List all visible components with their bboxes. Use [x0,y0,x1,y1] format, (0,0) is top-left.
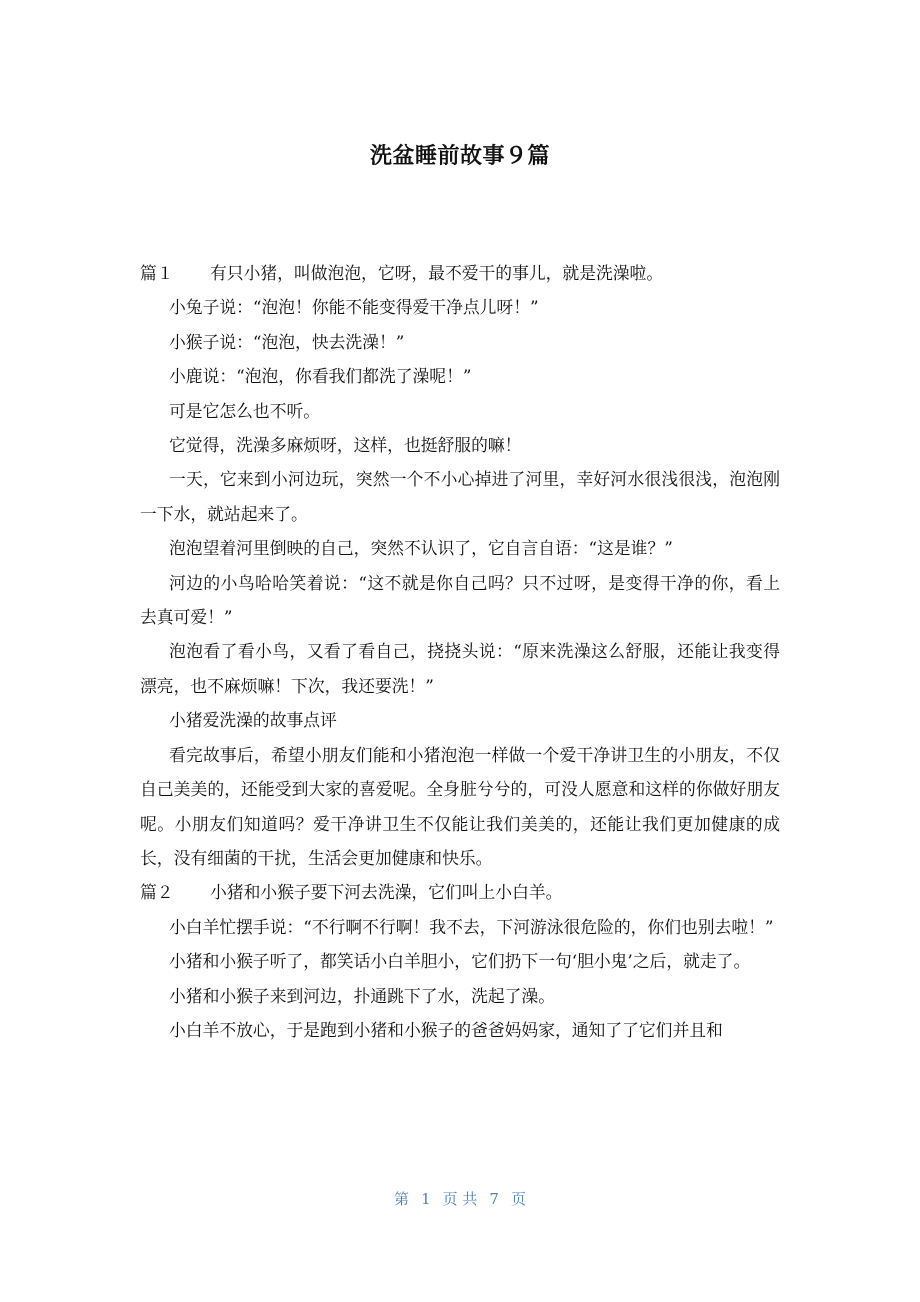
document-title: 洗盆睡前故事９篇 [369,144,550,169]
paragraph: 河边的小鸟哈哈笑着说：“这不就是你自己吗？只不过呀，是变得干净的你，看上去真可爱！” [140,572,780,628]
section-1-first-line: 有只小猪，叫做泡泡，它呀，最不爱干的事儿，就是洗澡啦。 [210,263,664,283]
footer-page-of: 页 共 [442,1190,478,1208]
paragraph: 小猪和小猴子听了，都笑话小白羊胆小，它们扔下一句‘胆小鬼’之后，就走了。 [169,951,751,972]
footer-page-word: 第 [394,1190,410,1208]
footer-total-pages: 7 [489,1190,499,1208]
paragraph: 可是它怎么也不听。 [169,400,321,421]
section-2-label: 篇２ [140,882,174,903]
footer-page-end: 页 [510,1190,526,1208]
section-1-first-paragraph [140,256,780,290]
paragraph: 小白羊不放心，于是跑到小猪和小猴子的爸爸妈妈家，通知了了它们并且和 [169,1019,723,1040]
section-2-first-paragraph [140,875,780,909]
paragraph: 一天，它来到小河边玩，突然一个不小心掉进了河里，幸好河水很浅很浅，泡泡刚一下水，就站起来了。 [140,469,780,524]
paragraph: 小兔子说：“泡泡！你能不能变得爱干净点儿呀！” [169,297,539,318]
paragraph: 它觉得，洗澡多麻烦呀，这样，也挺舒服的嘛！ [169,435,522,456]
page-footer [0,1185,920,1213]
paragraph: 泡泡看了看小鸟，又看了看自己，挠挠头说：“原来洗澡这么舒服，还能让我变得漂亮，也不麻烦嘛！下次，我还要洗！” [140,641,780,696]
section-1-label: 篇１ [140,263,174,283]
footer-page-number: 1 [421,1190,431,1208]
paragraph: 看完故事后，希望小朋友们能和小猪泡泡一样做一个爱干净讲卫生的小朋友，不仅自己美美的，还能受到大家的喜爱呢。全身脏兮兮的，可没人愿意和这样的你做好朋友呢。小朋友们知道吗？爱干净讲卫生不仅能让我们美美的，还能让我们更加健康的成长，没有细菌的干扰，生活会更加健康和快乐。 [140,744,780,868]
document-body [140,256,780,1047]
paragraph: 小白羊忙摆手说：“不行啊不行啊！我不去，下河游泳很危险的，你们也别去啦！” [169,916,774,937]
review-heading: 小猪爱洗澡的故事点评 [169,710,337,731]
paragraph: 小猪和小猴子来到河边，扑通跳下了水，洗起了澡。 [169,985,555,1006]
paragraph: 小鹿说：“泡泡，你看我们都洗了澡呢！” [169,366,472,387]
paragraph: 小猴子说：“泡泡，快去洗澡！” [169,331,405,352]
section-2-first-line: 小猪和小猴子要下河去洗澡，它们叫上小白羊。 [210,882,563,903]
paragraph: 泡泡望着河里倒映的自己，突然不认识了，它自言自语：“这是谁？” [169,538,673,559]
